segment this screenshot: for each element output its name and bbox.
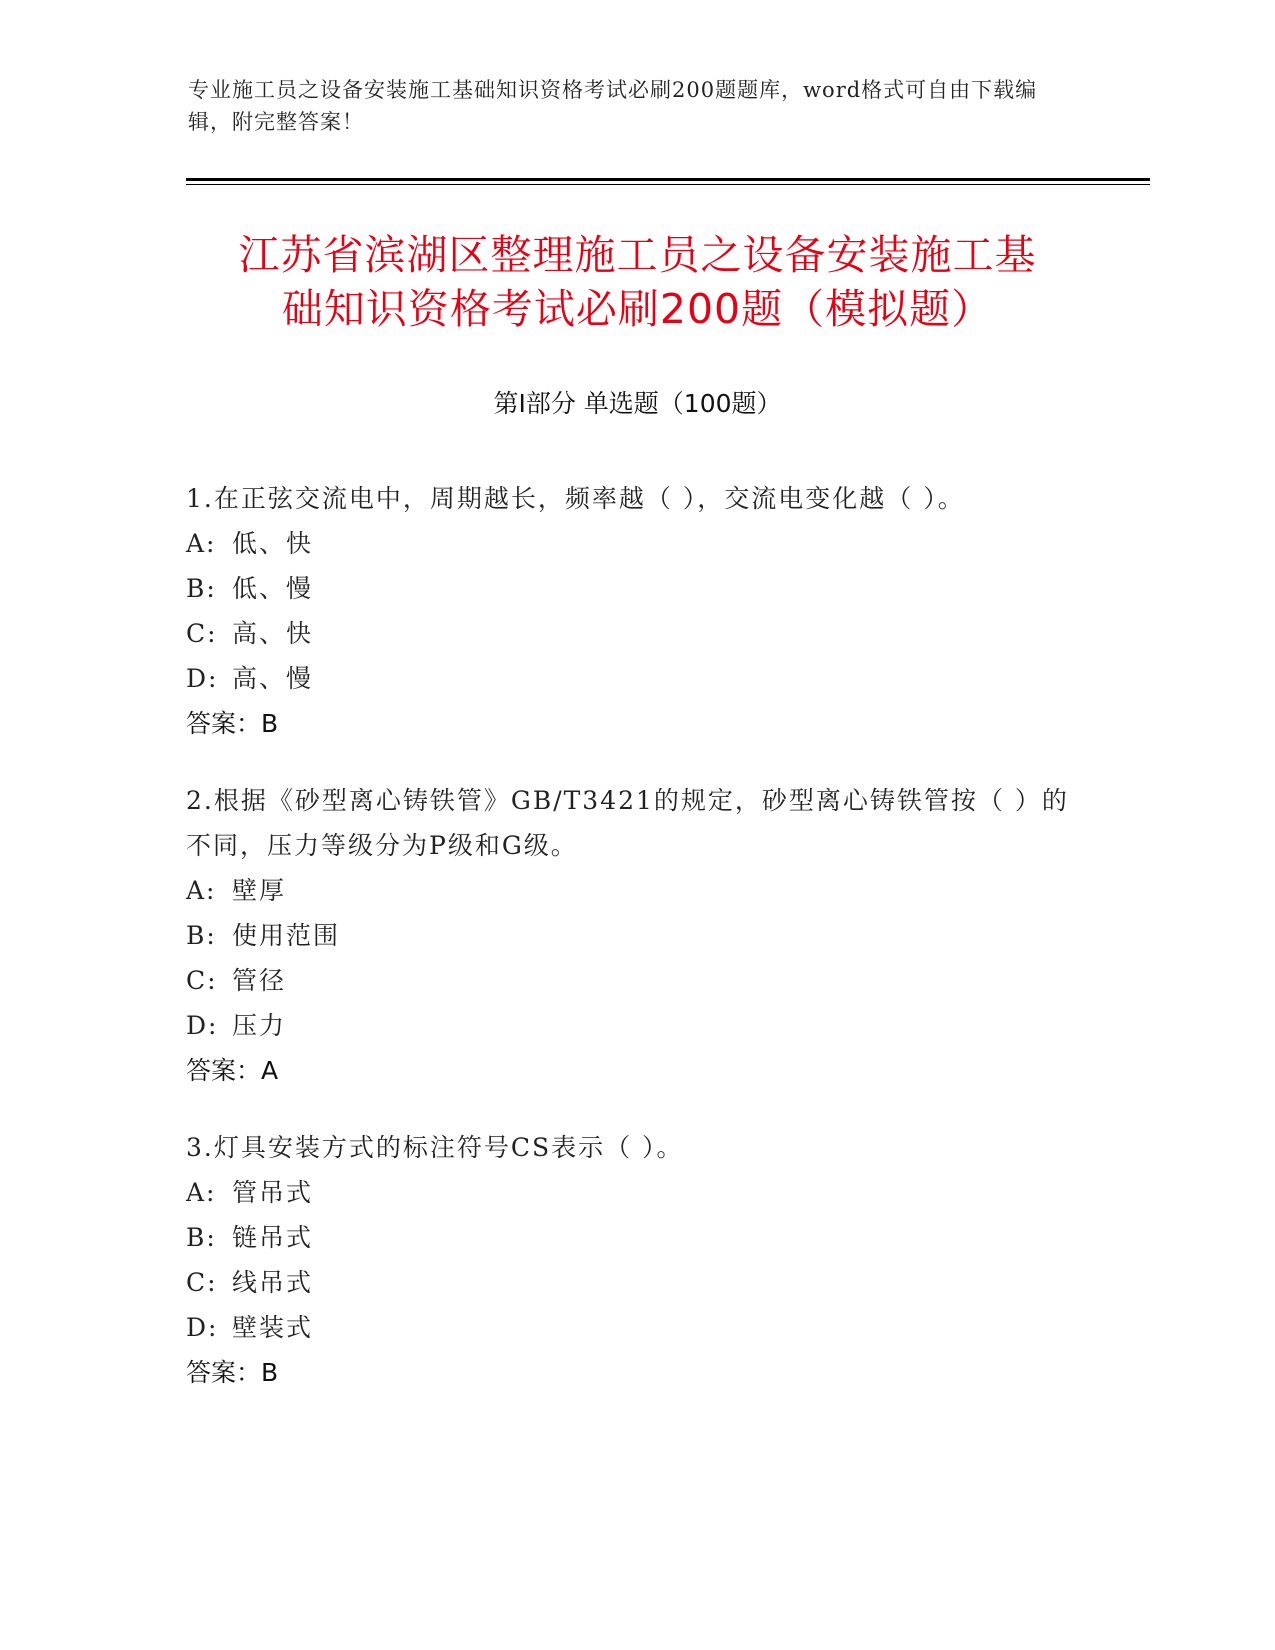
option-c [186, 611, 1086, 656]
option-text: 壁厚 [232, 876, 287, 905]
answer: 答案：B [186, 709, 279, 738]
option-b [186, 566, 1086, 611]
option-text: 压力 [232, 1011, 287, 1040]
section-title: 第Ⅰ部分 单选题（100题） [493, 389, 782, 418]
option-key: C: [186, 966, 218, 995]
option-a [186, 521, 1086, 566]
option-b [186, 1215, 1086, 1260]
option-a [186, 1170, 1086, 1215]
option-text: 低、慢 [232, 574, 314, 603]
question-stem: 3.灯具安装方式的标注符号CS表示（ ）。 [186, 1133, 684, 1162]
option-b [186, 913, 1086, 958]
option-d [186, 656, 1086, 701]
answer: 答案：B [186, 1358, 279, 1387]
option-d [186, 1305, 1086, 1350]
option-key: D: [186, 664, 219, 693]
option-d [186, 1003, 1086, 1048]
document-title-line-1: 江苏省滨湖区整理施工员之设备安装施工基 [238, 231, 1037, 279]
option-key: B: [186, 921, 217, 950]
option-text: 壁装式 [232, 1313, 314, 1342]
question-stem: 1.在正弦交流电中，周期越长，频率越（ ），交流电变化越（ ）。 [186, 484, 965, 513]
option-text: 高、快 [232, 619, 314, 648]
option-key: C: [186, 619, 218, 648]
answer: 答案：A [186, 1056, 279, 1085]
question-stem: 2.根据《砂型离心铸铁管》GB/T3421的规定，砂型离心铸铁管按（ ）的不同，压力等级分为P级和G级。 [186, 786, 1069, 860]
option-key: C: [186, 1268, 218, 1297]
option-key: A: [186, 1178, 217, 1207]
option-c [186, 1260, 1086, 1305]
option-a [186, 868, 1086, 913]
header-divider-thick [186, 178, 1150, 181]
option-text: 管吊式 [232, 1178, 314, 1207]
option-text: 低、快 [232, 529, 314, 558]
question-2 [186, 778, 1086, 1093]
document-title-line-2: 础知识资格考试必刷200题（模拟题） [281, 285, 994, 333]
option-text: 使用范围 [232, 921, 341, 950]
option-key: B: [186, 574, 217, 603]
option-text: 管径 [232, 966, 287, 995]
option-key: A: [186, 529, 217, 558]
document-title [180, 228, 1095, 336]
option-key: D: [186, 1011, 219, 1040]
option-c [186, 958, 1086, 1003]
question-3 [186, 1125, 1086, 1395]
header-note: 专业施工员之设备安装施工基础知识资格考试必刷200题题库，word格式可自由下载编辑，附完整答案！ [188, 78, 1038, 134]
option-text: 线吊式 [232, 1268, 314, 1297]
header-divider-thin [186, 184, 1150, 185]
question-1 [186, 476, 1086, 746]
option-text: 高、慢 [232, 664, 314, 693]
option-key: B: [186, 1223, 217, 1252]
question-list [186, 476, 1086, 1427]
option-text: 链吊式 [232, 1223, 314, 1252]
option-key: D: [186, 1313, 219, 1342]
option-key: A: [186, 876, 217, 905]
